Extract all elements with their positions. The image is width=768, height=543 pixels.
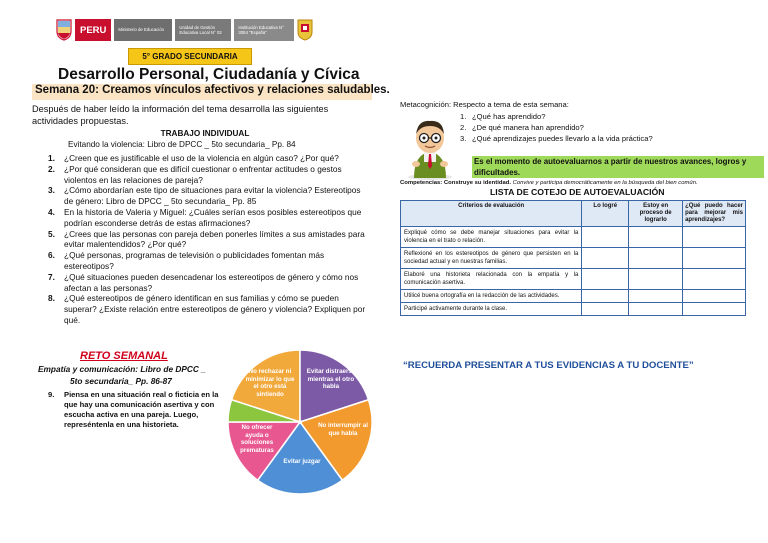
ministry-label: Ministerio de Educación (114, 19, 172, 41)
list-item (48, 207, 366, 229)
list-item (48, 293, 366, 325)
criterion-cell: Utilicé buena ortografía en la redacción de las actividades. (401, 290, 582, 303)
metacognition-questions (460, 111, 760, 144)
pie-label: No rechazar ni minimizar lo que el otro está sintiendo (245, 368, 295, 398)
challenge-question (48, 390, 228, 430)
self-assessment-note: Es el momento de autoevaluarnos a partir de nuestros avances, logros y dificultades. (472, 156, 764, 178)
table-row (401, 227, 746, 248)
criterion-cell: Participé activamente durante la clase. (401, 303, 582, 316)
peru-shield-icon (56, 19, 72, 41)
pie-label: No interrumpir al que habla (318, 422, 368, 437)
question-list (48, 153, 366, 326)
question-number: 1. (460, 112, 467, 121)
weekly-challenge-title: RETO SEMANAL (80, 350, 168, 362)
question-text: ¿Por qué consideran que es difícil cuestionar o enfrentar actitudes o gestos violentos en las relaciones de pareja? (64, 163, 342, 185)
question-number: 8. (48, 293, 55, 304)
school-label: Institución Educativa N° 3084 "España" (234, 19, 294, 41)
criterion-cell: Expliqué cómo se debe manejar situaciones para evitar la violencia en el trato o relación. (401, 227, 582, 248)
table-row (401, 303, 746, 316)
check-cell[interactable] (582, 303, 629, 316)
question-number: 5. (48, 228, 55, 239)
metacognition-intro: Metacognición: Respecto a tema de esta semana: (400, 100, 569, 109)
list-item (460, 122, 760, 133)
table-row (401, 290, 746, 303)
table-row (401, 248, 746, 269)
check-cell[interactable] (629, 248, 683, 269)
question-text: ¿Cómo abordarían este tipo de situaciones para evitar la violencia? Estereotipos de género: Libro de DPCC _ 5to secundaria_ Pp. 85 (64, 185, 361, 207)
table-row (401, 269, 746, 290)
question-number: 9. (48, 390, 55, 399)
peru-brand: PERU (75, 19, 111, 41)
challenge-reference: Empatía y comunicación: Libro de DPCC _ (38, 364, 206, 374)
improve-cell[interactable] (683, 248, 746, 269)
school-crest-icon (297, 19, 313, 41)
improve-cell[interactable] (683, 269, 746, 290)
question-number: 3. (460, 134, 467, 143)
question-number: 2. (48, 163, 55, 174)
check-cell[interactable] (582, 269, 629, 290)
pie-center (298, 420, 302, 424)
checklist-title: LISTA DE COTEJO DE AUTOEVALUACIÓN (490, 187, 665, 197)
list-item (48, 229, 366, 251)
check-cell[interactable] (582, 227, 629, 248)
competencies-text: Convive y participa democráticamente en la búsqueda del bien común. (512, 180, 698, 186)
column-header: ¿Qué puedo hacer para mejorar mis aprendizajes? (683, 201, 746, 227)
question-text: ¿De qué manera han aprendido? (472, 123, 584, 132)
question-number: 7. (48, 271, 55, 282)
column-header: Lo logré (582, 201, 629, 227)
question-number: 1. (48, 153, 55, 163)
list-item (460, 133, 760, 144)
criterion-cell: Elaboré una historieta relacionada con la empatía y la comunicación asertiva. (401, 269, 582, 290)
evidence-reminder: “RECUERDA PRESENTAR A TUS EVIDENCIAS A TU DOCENTE” (403, 360, 694, 371)
work-subtitle: Evitando la violencia: Libro de DPCC _ 5to secundaria_ Pp. 84 (68, 140, 296, 149)
criterion-cell: Reflexioné en los estereotipos de género que persisten en la sociedad actual y en nuestras familias. (401, 248, 582, 269)
table-header-row (401, 201, 746, 227)
improve-cell[interactable] (683, 290, 746, 303)
list-item (48, 164, 366, 186)
question-text: En la historia de Valeria y Miguel: ¿Cuáles serían esos posibles estereotipos que podrían esconderse detrás de estas afirmaciones? (64, 206, 362, 228)
column-header: Estoy en proceso de lograrlo (629, 201, 683, 227)
question-number: 6. (48, 250, 55, 261)
check-cell[interactable] (582, 248, 629, 269)
question-text: ¿Qué estereotipos de género identifican en sus familias y cómo se pueden superar? ¿Existe relación entre estereotipos de género y violencia? Expliquen por qué. (64, 293, 366, 325)
check-cell[interactable] (629, 269, 683, 290)
teacher-illustration-icon (400, 114, 460, 180)
challenge-reference-pages: 5to secundaria_ Pp. 86-87 (70, 376, 172, 386)
question-text: Piensa en una situación real o ficticia en la que hay una comunicación asertiva y con escucha activa en una pareja. Luego, represéntenla en una historieta. (64, 390, 219, 429)
competencies-line (400, 180, 764, 186)
question-number: 4. (48, 206, 55, 217)
ugel-label: Unidad de Gestión Educativa Local N° 02 (175, 19, 231, 41)
list-item (48, 185, 366, 207)
column-header: Criterios de evaluación (401, 201, 582, 227)
list-item (48, 272, 366, 294)
list-item (48, 153, 366, 164)
question-text: ¿Crees que las personas con pareja deben ponerles límites a sus amistades para evitar malentendidos? ¿Por qué? (64, 228, 365, 250)
list-item (460, 111, 760, 122)
pie-label: Evitar juzgar (283, 458, 321, 465)
page-title: Desarrollo Personal, Ciudadanía y Cívica (58, 66, 360, 83)
grade-badge: 5° GRADO SECUNDARIA (128, 48, 252, 65)
improve-cell[interactable] (683, 227, 746, 248)
question-text: ¿Qué personas, programas de televisión o publicidades fomentan más estereotipos? (64, 250, 325, 271)
check-cell[interactable] (629, 303, 683, 316)
header-logos (56, 16, 316, 44)
check-cell[interactable] (629, 227, 683, 248)
intro-text: Después de haber leído la información del tema desarrolla las siguientes actividades propuestas. (32, 104, 329, 126)
list-item (48, 250, 366, 272)
question-number: 3. (48, 185, 55, 196)
question-text: ¿Qué aprendizajes puedes llevarlo a la vida práctica? (472, 134, 653, 143)
competencies-label: Competencias: Construye su identidad. (400, 180, 511, 186)
pie-label: Evitar distraerse mientras el otro habla (306, 368, 356, 391)
question-text: ¿Qué has aprendido? (472, 112, 546, 121)
question-text: ¿Qué situaciones pueden desencadenar los estereotipos de género y cómo nos afectan a las personas? (64, 271, 359, 293)
question-text: ¿Creen que es justificable el uso de la violencia en algún caso? ¿Por qué? (64, 153, 339, 163)
work-title: TRABAJO INDIVIDUAL (160, 129, 250, 138)
check-cell[interactable] (582, 290, 629, 303)
question-number: 2. (460, 123, 467, 132)
self-assessment-table (400, 200, 746, 316)
improve-cell[interactable] (683, 303, 746, 316)
pie-label: No ofrecer ayuda o soluciones prematuras (240, 424, 274, 454)
check-cell[interactable] (629, 290, 683, 303)
week-banner: Semana 20: Creamos vínculos afectivos y relaciones saludables. (32, 84, 372, 100)
